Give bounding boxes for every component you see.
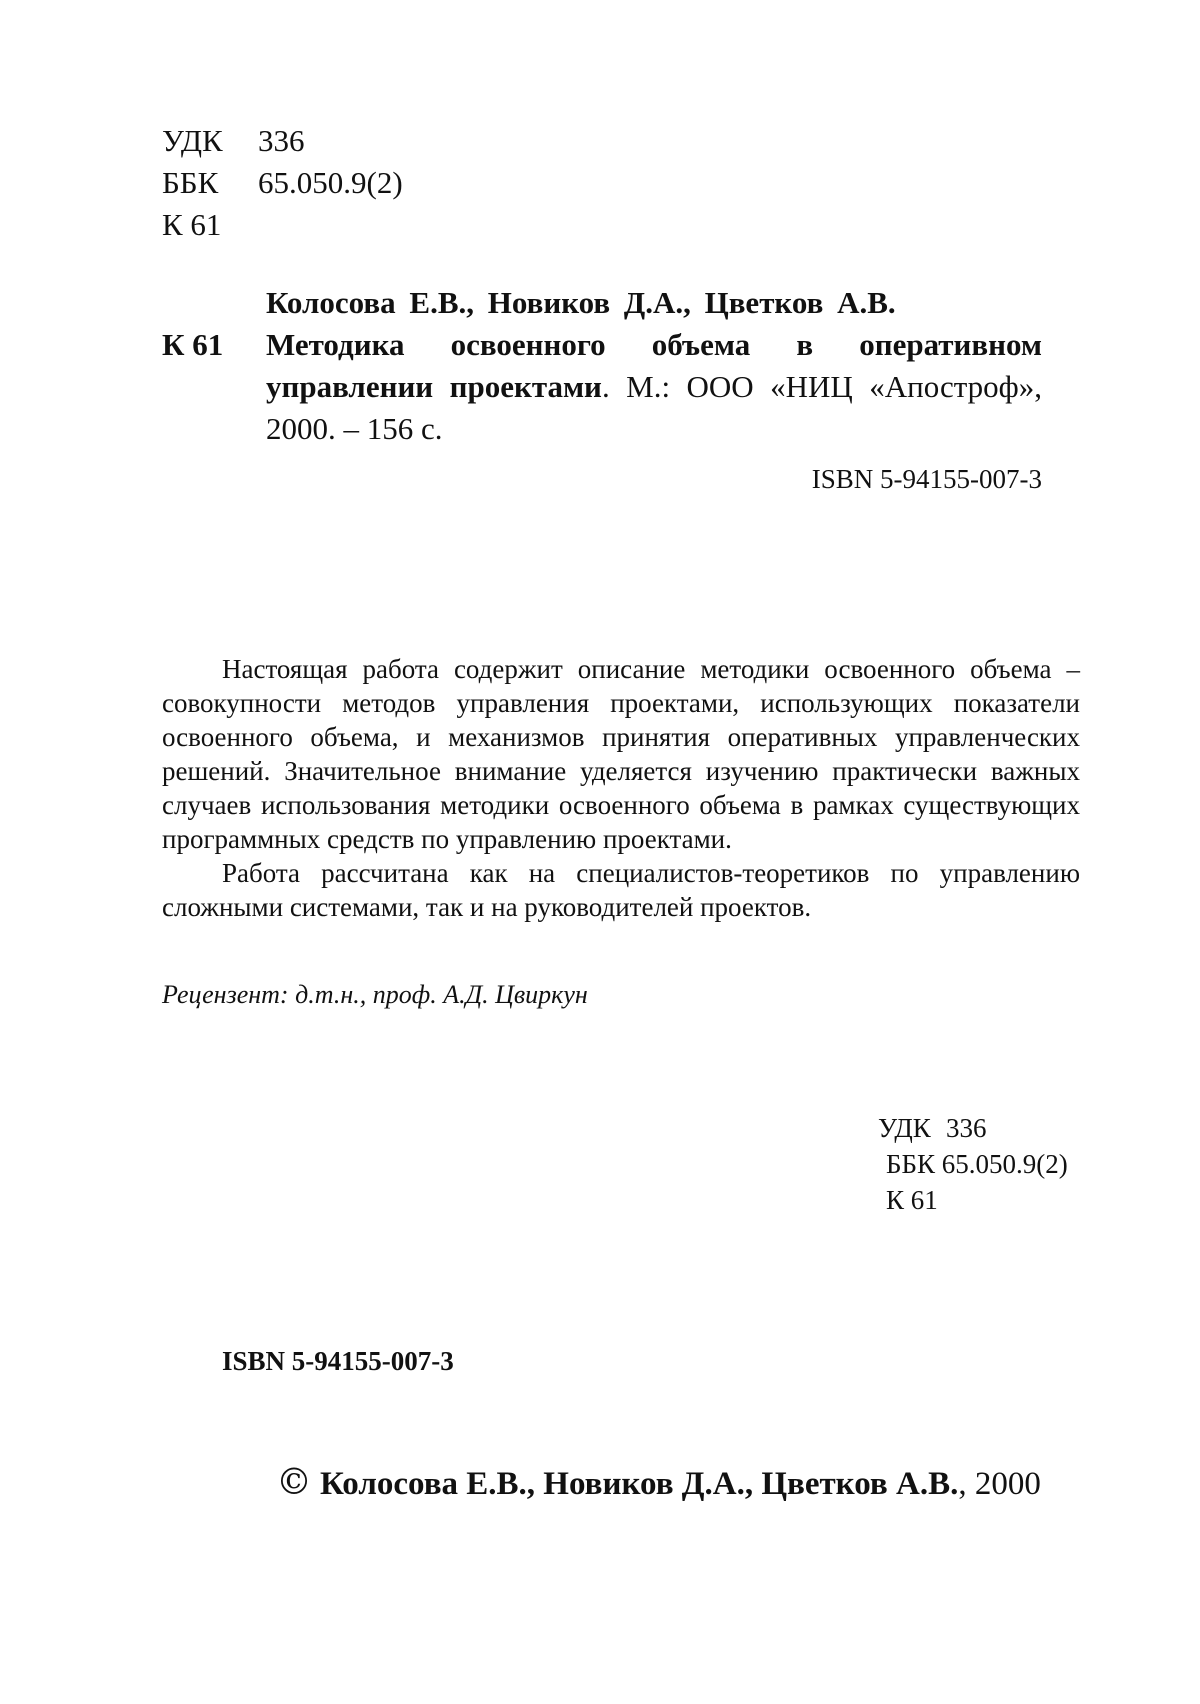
udk-label: УДК	[162, 123, 223, 158]
copyright-holders: Колосова Е.В., Новиков Д.А., Цветков А.В.	[320, 1466, 959, 1502]
record-code: К 61	[162, 327, 224, 362]
bibliographic-record	[162, 282, 1042, 450]
udk-value: 336	[258, 123, 305, 158]
copyright-year: , 2000	[958, 1466, 1041, 1502]
udk-row	[162, 120, 403, 162]
isbn-record: ISBN 5-94155-007-3	[811, 464, 1042, 494]
book-imprint: . М.: ООО «НИЦ «Апостроф», 2000. – 156 с.	[266, 369, 1042, 446]
author-code-row-bottom	[878, 1182, 1068, 1218]
annotation-paragraph-1: Настоящая работа содержит описание методики освоенного объема – совокупности методов управления проектами, использующих показатели освоенного объема, и механизмов принятия оперативных управленческих решений. Значительное внимание уделяется изучению практически важных случаев использования методики освоенного объема в рамках существующих программных средств по управлению проектами.	[162, 654, 1080, 854]
copyright-line	[276, 1462, 1041, 1503]
record-body	[266, 324, 1042, 450]
reviewer-line: Рецензент: д.т.н., проф. А.Д. Цвиркун	[162, 980, 588, 1009]
annotation	[162, 652, 1080, 924]
udk-label-bottom: УДК	[878, 1113, 931, 1143]
bbk-row	[162, 162, 403, 204]
udk-row-bottom	[878, 1110, 1068, 1146]
bbk-row-bottom	[878, 1146, 1068, 1182]
author-code-row	[162, 204, 403, 246]
bbk-bottom: ББК 65.050.9(2)	[886, 1149, 1068, 1179]
copyright-icon: ©	[276, 1462, 312, 1503]
bbk-value: 65.050.9(2)	[258, 165, 403, 200]
author-code-bottom: К 61	[886, 1185, 938, 1215]
classification-block-top	[162, 120, 403, 246]
author-code: К 61	[162, 207, 222, 242]
book-title: Методика освоенного объема в оперативном управлении проектами	[266, 327, 1042, 404]
annotation-paragraph-2: Работа рассчитана как на специалистов-теоретиков по управлению сложными системами, так и на руководителей проектов.	[162, 858, 1080, 922]
bbk-label: ББК	[162, 165, 219, 200]
classification-block-bottom	[878, 1110, 1068, 1218]
udk-value-bottom: 336	[946, 1113, 987, 1143]
isbn-bold: ISBN 5-94155-007-3	[222, 1346, 454, 1376]
authors-line: Колосова Е.В., Новиков Д.А., Цветков А.В.	[266, 285, 896, 320]
record-entry	[162, 324, 1042, 450]
